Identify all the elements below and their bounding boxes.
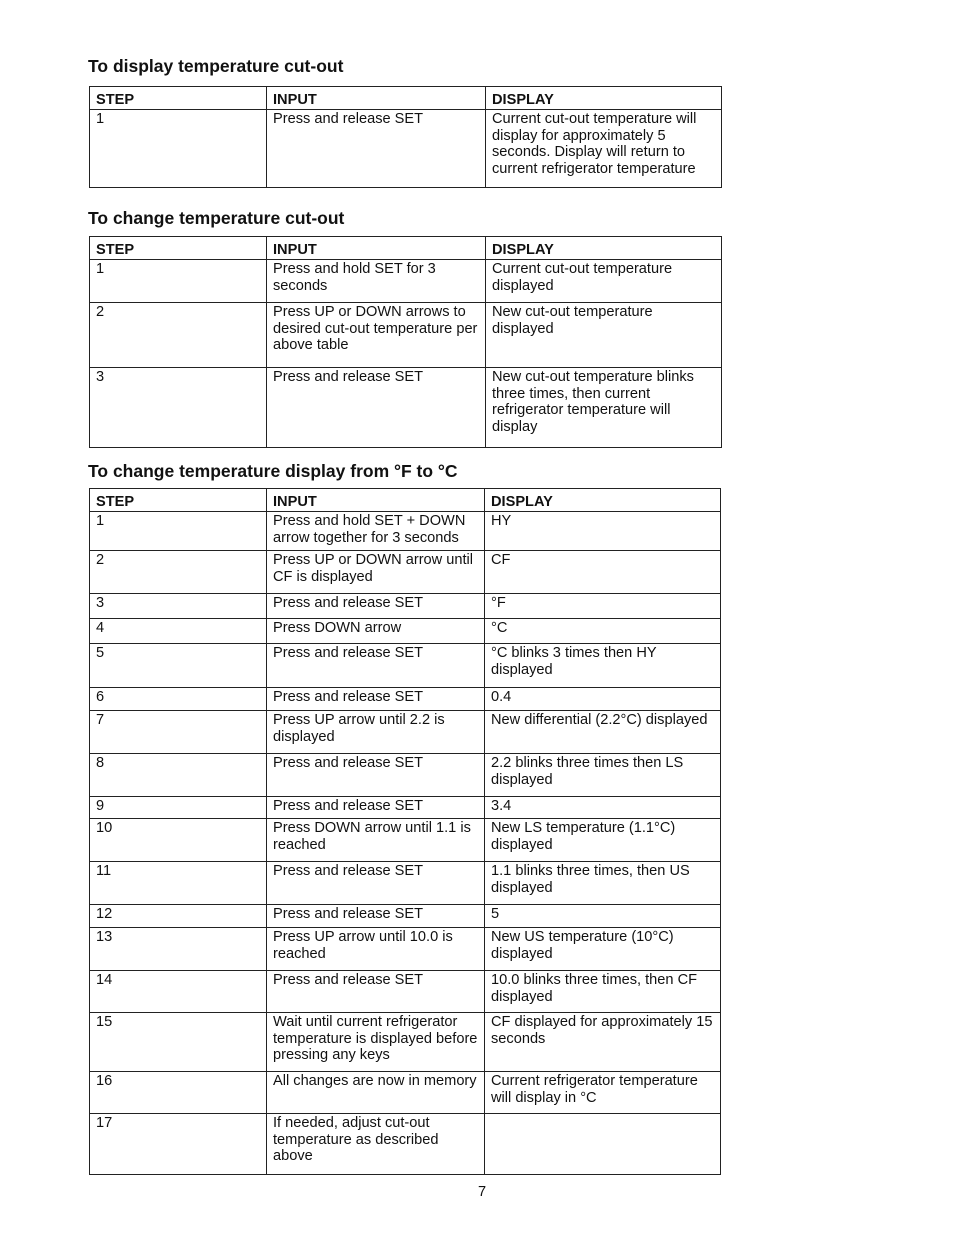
input-cell: Press DOWN arrow until 1.1 is reached [267, 819, 485, 862]
table-row [90, 862, 721, 905]
step-cell: 14 [90, 971, 267, 1013]
table-row [90, 303, 722, 368]
display-cell: Current cut-out temperature displayed [486, 260, 722, 303]
display-cell: 10.0 blinks three times, then CF displayed [485, 971, 721, 1013]
input-cell: Press UP or DOWN arrows to desired cut-out temperature per above table [267, 303, 486, 368]
step-cell: 6 [90, 688, 267, 711]
step-cell: 2 [90, 303, 267, 368]
input-cell: Press and release SET [267, 368, 486, 448]
page-number: 7 [477, 1184, 487, 1200]
input-cell: Press and release SET [267, 594, 485, 619]
input-cell: Press and hold SET for 3 seconds [267, 260, 486, 303]
table-row [90, 928, 721, 971]
display-cell [485, 1114, 721, 1175]
display-cell: New cut-out temperature displayed [486, 303, 722, 368]
display-cell: Current refrigerator temperature will display in °C [485, 1072, 721, 1114]
table-row [90, 819, 721, 862]
display-cell: 2.2 blinks three times then LS displayed [485, 754, 721, 797]
display-cell: CF [485, 551, 721, 594]
input-cell: Press and release SET [267, 688, 485, 711]
table-display-cutout [89, 86, 722, 188]
step-cell: 16 [90, 1072, 267, 1114]
table-row [90, 754, 721, 797]
step-cell: 9 [90, 797, 267, 819]
table-change-cutout [89, 236, 722, 448]
header-input: INPUT [267, 87, 486, 110]
input-cell: Press and hold SET + DOWN arrow together for 3 seconds [267, 512, 485, 551]
display-cell: °F [485, 594, 721, 619]
table-header-row [90, 489, 721, 512]
table-header-row [90, 237, 722, 260]
header-input: INPUT [267, 489, 485, 512]
step-cell: 15 [90, 1013, 267, 1072]
table-row [90, 260, 722, 303]
display-cell: °C blinks 3 times then HY displayed [485, 644, 721, 688]
step-cell: 5 [90, 644, 267, 688]
table-row [90, 551, 721, 594]
step-cell: 3 [90, 368, 267, 448]
header-display: DISPLAY [486, 87, 722, 110]
table-row [90, 1072, 721, 1114]
display-cell: New LS temperature (1.1°C) displayed [485, 819, 721, 862]
input-cell: Press UP arrow until 10.0 is reached [267, 928, 485, 971]
input-cell: If needed, adjust cut-out temperature as described above [267, 1114, 485, 1175]
section-title-display-cutout: To display temperature cut-out [88, 56, 344, 76]
input-cell: Press and release SET [267, 754, 485, 797]
display-cell: New cut-out temperature blinks three times, then current refrigerator temperature will display [486, 368, 722, 448]
display-cell: New differential (2.2°C) displayed [485, 711, 721, 754]
table-row [90, 594, 721, 619]
input-cell: Press and release SET [267, 862, 485, 905]
table-row [90, 1114, 721, 1175]
input-cell: Wait until current refrigerator temperature is displayed before pressing any keys [267, 1013, 485, 1072]
display-cell: 5 [485, 905, 721, 928]
table-row [90, 368, 722, 448]
step-cell: 11 [90, 862, 267, 905]
header-display: DISPLAY [486, 237, 722, 260]
input-cell: All changes are now in memory [267, 1072, 485, 1114]
input-cell: Press and release SET [267, 797, 485, 819]
step-cell: 1 [90, 260, 267, 303]
display-cell: 0.4 [485, 688, 721, 711]
display-cell: HY [485, 512, 721, 551]
table-row [90, 688, 721, 711]
step-cell: 2 [90, 551, 267, 594]
table-row [90, 971, 721, 1013]
input-cell: Press and release SET [267, 644, 485, 688]
table-row [90, 110, 722, 188]
header-display: DISPLAY [485, 489, 721, 512]
step-cell: 8 [90, 754, 267, 797]
step-cell: 1 [90, 110, 267, 188]
step-cell: 1 [90, 512, 267, 551]
display-cell: °C [485, 619, 721, 644]
step-cell: 13 [90, 928, 267, 971]
table-row [90, 644, 721, 688]
input-cell: Press and release SET [267, 971, 485, 1013]
section-title-change-units: To change temperature display from °F to °C [88, 461, 458, 481]
table-row [90, 797, 721, 819]
table-row [90, 619, 721, 644]
step-cell: 4 [90, 619, 267, 644]
header-input: INPUT [267, 237, 486, 260]
table-row [90, 711, 721, 754]
display-cell: Current cut-out temperature will display for approximately 5 seconds. Display will return to current refrigerator temperature [486, 110, 722, 188]
display-cell: CF displayed for approximately 15 seconds [485, 1013, 721, 1072]
display-cell: 1.1 blinks three times, then US displayed [485, 862, 721, 905]
table-change-units [89, 488, 721, 1175]
display-cell: New US temperature (10°C) displayed [485, 928, 721, 971]
table-header-row [90, 87, 722, 110]
header-step: STEP [90, 87, 267, 110]
header-step: STEP [90, 489, 267, 512]
display-cell: 3.4 [485, 797, 721, 819]
table-row [90, 905, 721, 928]
step-cell: 7 [90, 711, 267, 754]
step-cell: 3 [90, 594, 267, 619]
step-cell: 10 [90, 819, 267, 862]
step-cell: 12 [90, 905, 267, 928]
input-cell: Press UP arrow until 2.2 is displayed [267, 711, 485, 754]
input-cell: Press DOWN arrow [267, 619, 485, 644]
header-step: STEP [90, 237, 267, 260]
section-title-change-cutout: To change temperature cut-out [88, 208, 345, 228]
input-cell: Press and release SET [267, 110, 486, 188]
input-cell: Press UP or DOWN arrow until CF is displayed [267, 551, 485, 594]
step-cell: 17 [90, 1114, 267, 1175]
input-cell: Press and release SET [267, 905, 485, 928]
table-row [90, 1013, 721, 1072]
table-row [90, 512, 721, 551]
